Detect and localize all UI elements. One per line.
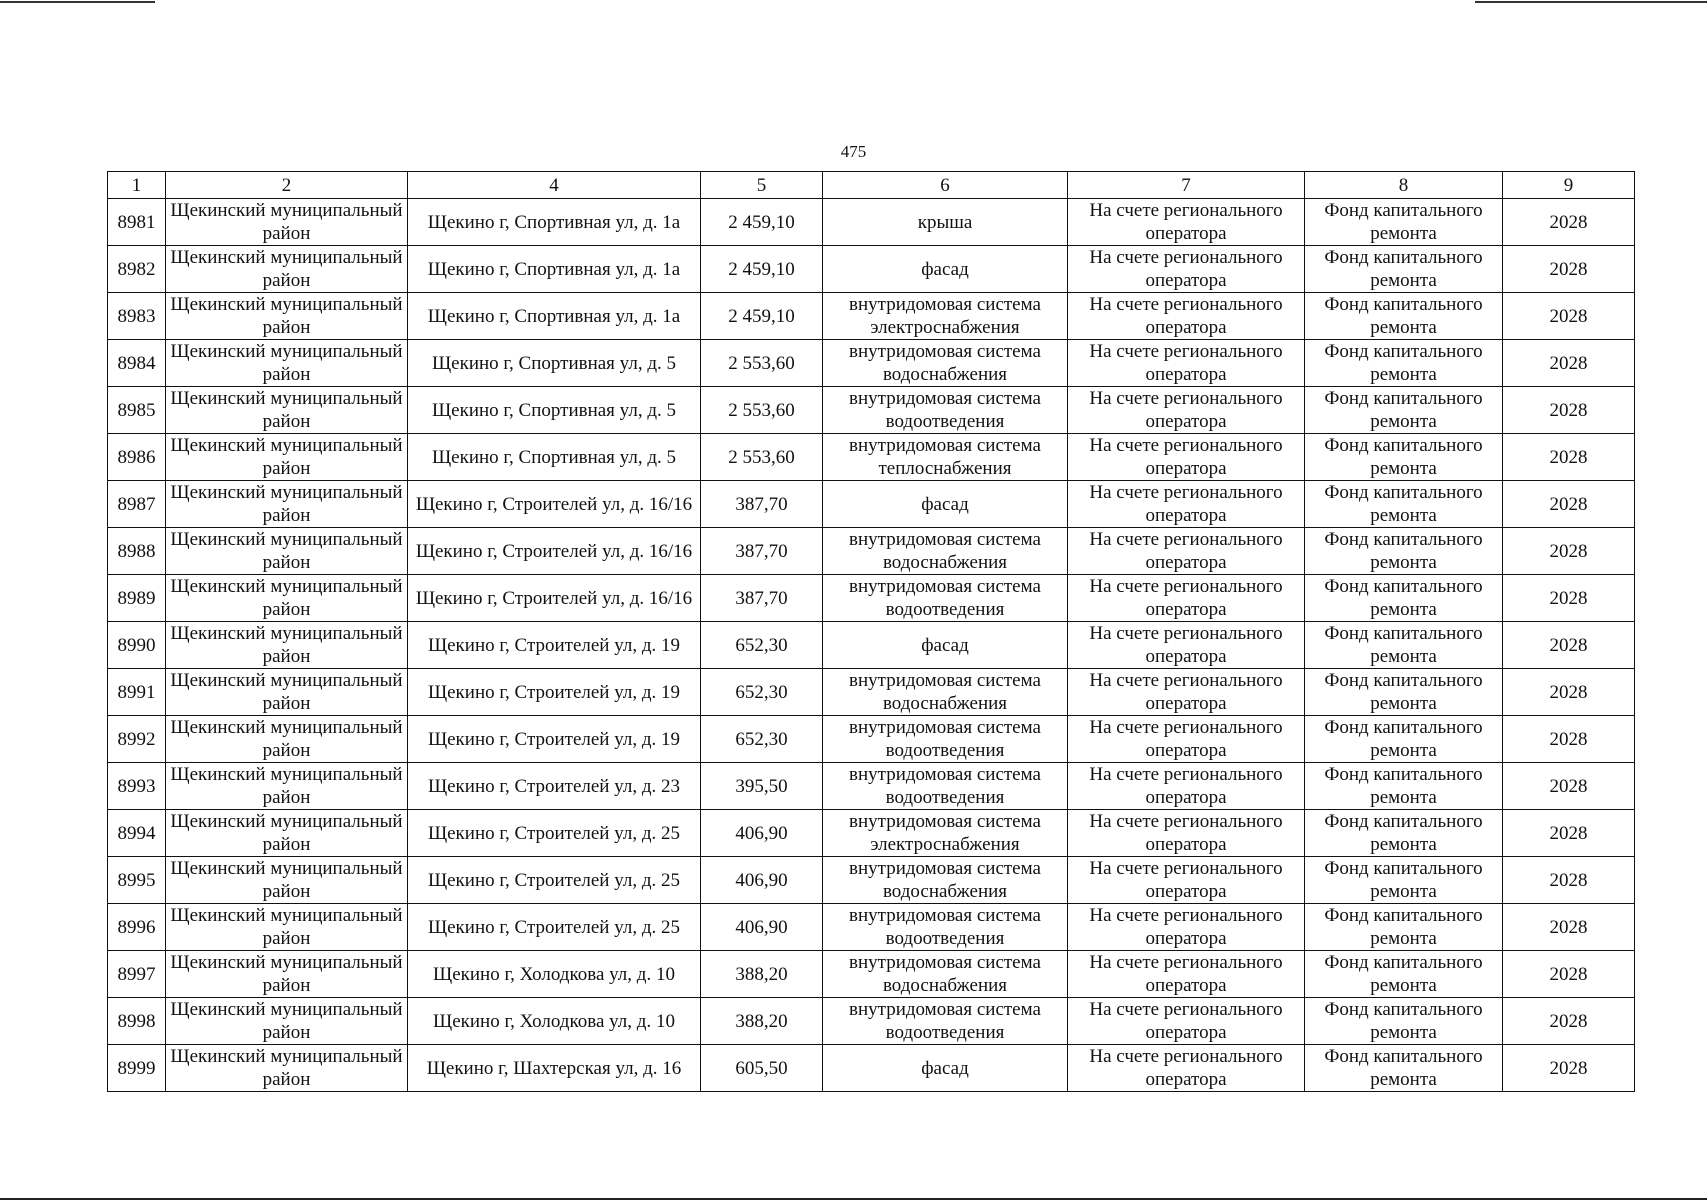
area-cell: 605,50 xyxy=(701,1045,823,1092)
header-cell: 2 xyxy=(166,172,408,199)
area-cell: 387,70 xyxy=(701,481,823,528)
account-cell: На счете регионального оператора xyxy=(1068,998,1305,1045)
year-cell: 2028 xyxy=(1503,481,1635,528)
address-cell: Щекино г, Строителей ул, д. 19 xyxy=(408,716,701,763)
work-type-cell: фасад xyxy=(823,246,1068,293)
address-cell: Щекино г, Спортивная ул, д. 5 xyxy=(408,340,701,387)
account-cell: На счете регионального оператора xyxy=(1068,1045,1305,1092)
fund-cell: Фонд капитального ремонта xyxy=(1305,293,1503,340)
account-cell: На счете регионального оператора xyxy=(1068,387,1305,434)
area-cell: 406,90 xyxy=(701,810,823,857)
work-type-cell: внутридомовая система водоснабжения xyxy=(823,340,1068,387)
table-row xyxy=(108,293,1635,340)
district-cell: Щекинский муниципальный район xyxy=(166,246,408,293)
table-row xyxy=(108,951,1635,998)
district-cell: Щекинский муниципальный район xyxy=(166,622,408,669)
account-cell: На счете регионального оператора xyxy=(1068,293,1305,340)
year-cell: 2028 xyxy=(1503,810,1635,857)
address-cell: Щекино г, Строителей ул, д. 16/16 xyxy=(408,481,701,528)
work-type-cell: внутридомовая система теплоснабжения xyxy=(823,434,1068,481)
header-cell: 7 xyxy=(1068,172,1305,199)
year-cell: 2028 xyxy=(1503,575,1635,622)
work-type-cell: крыша xyxy=(823,199,1068,246)
district-cell: Щекинский муниципальный район xyxy=(166,951,408,998)
work-type-cell: внутридомовая система водоотведения xyxy=(823,904,1068,951)
district-cell: Щекинский муниципальный район xyxy=(166,528,408,575)
table-row xyxy=(108,669,1635,716)
address-cell: Щекино г, Строителей ул, д. 16/16 xyxy=(408,575,701,622)
district-cell: Щекинский муниципальный район xyxy=(166,716,408,763)
year-cell: 2028 xyxy=(1503,434,1635,481)
area-cell: 2 553,60 xyxy=(701,434,823,481)
work-type-cell: внутридомовая система водоотведения xyxy=(823,763,1068,810)
account-cell: На счете регионального оператора xyxy=(1068,857,1305,904)
account-cell: На счете регионального оператора xyxy=(1068,575,1305,622)
row-number-cell: 8999 xyxy=(108,1045,166,1092)
address-cell: Щекино г, Строителей ул, д. 16/16 xyxy=(408,528,701,575)
account-cell: На счете регионального оператора xyxy=(1068,246,1305,293)
district-cell: Щекинский муниципальный район xyxy=(166,857,408,904)
area-cell: 395,50 xyxy=(701,763,823,810)
fund-cell: Фонд капитального ремонта xyxy=(1305,1045,1503,1092)
address-cell: Щекино г, Строителей ул, д. 23 xyxy=(408,763,701,810)
fund-cell: Фонд капитального ремонта xyxy=(1305,998,1503,1045)
account-cell: На счете регионального оператора xyxy=(1068,199,1305,246)
year-cell: 2028 xyxy=(1503,904,1635,951)
area-cell: 387,70 xyxy=(701,575,823,622)
year-cell: 2028 xyxy=(1503,998,1635,1045)
address-cell: Щекино г, Холодкова ул, д. 10 xyxy=(408,951,701,998)
table-row xyxy=(108,387,1635,434)
address-cell: Щекино г, Холодкова ул, д. 10 xyxy=(408,998,701,1045)
address-cell: Щекино г, Спортивная ул, д. 1а xyxy=(408,293,701,340)
fund-cell: Фонд капитального ремонта xyxy=(1305,951,1503,998)
address-cell: Щекино г, Строителей ул, д. 25 xyxy=(408,810,701,857)
work-type-cell: фасад xyxy=(823,481,1068,528)
table-row xyxy=(108,857,1635,904)
table-row xyxy=(108,199,1635,246)
area-cell: 652,30 xyxy=(701,669,823,716)
fund-cell: Фонд капитального ремонта xyxy=(1305,199,1503,246)
table-body xyxy=(108,199,1635,1092)
header-row xyxy=(108,172,1635,199)
row-number-cell: 8990 xyxy=(108,622,166,669)
page-number: 475 xyxy=(840,142,867,161)
account-cell: На счете регионального оператора xyxy=(1068,528,1305,575)
work-type-cell: внутридомовая система электроснабжения xyxy=(823,810,1068,857)
year-cell: 2028 xyxy=(1503,669,1635,716)
fund-cell: Фонд капитального ремонта xyxy=(1305,763,1503,810)
area-cell: 406,90 xyxy=(701,904,823,951)
table-row xyxy=(108,340,1635,387)
work-type-cell: внутридомовая система водоотведения xyxy=(823,998,1068,1045)
fund-cell: Фонд капитального ремонта xyxy=(1305,904,1503,951)
row-number-cell: 8982 xyxy=(108,246,166,293)
table-row xyxy=(108,481,1635,528)
fund-cell: Фонд капитального ремонта xyxy=(1305,387,1503,434)
row-number-cell: 8991 xyxy=(108,669,166,716)
area-cell: 2 459,10 xyxy=(701,246,823,293)
row-number-cell: 8992 xyxy=(108,716,166,763)
area-cell: 388,20 xyxy=(701,998,823,1045)
work-type-cell: внутридомовая система водоснабжения xyxy=(823,528,1068,575)
area-cell: 387,70 xyxy=(701,528,823,575)
row-number-cell: 8985 xyxy=(108,387,166,434)
fund-cell: Фонд капитального ремонта xyxy=(1305,622,1503,669)
area-cell: 652,30 xyxy=(701,622,823,669)
table-row xyxy=(108,998,1635,1045)
year-cell: 2028 xyxy=(1503,622,1635,669)
address-cell: Щекино г, Строителей ул, д. 19 xyxy=(408,622,701,669)
row-number-cell: 8993 xyxy=(108,763,166,810)
fund-cell: Фонд капитального ремонта xyxy=(1305,857,1503,904)
account-cell: На счете регионального оператора xyxy=(1068,340,1305,387)
area-cell: 2 459,10 xyxy=(701,293,823,340)
row-number-cell: 8997 xyxy=(108,951,166,998)
row-number-cell: 8995 xyxy=(108,857,166,904)
address-cell: Щекино г, Строителей ул, д. 25 xyxy=(408,904,701,951)
table-row xyxy=(108,1045,1635,1092)
account-cell: На счете регионального оператора xyxy=(1068,481,1305,528)
area-cell: 2 553,60 xyxy=(701,340,823,387)
table-row xyxy=(108,528,1635,575)
account-cell: На счете регионального оператора xyxy=(1068,716,1305,763)
account-cell: На счете регионального оператора xyxy=(1068,622,1305,669)
district-cell: Щекинский муниципальный район xyxy=(166,904,408,951)
district-cell: Щекинский муниципальный район xyxy=(166,434,408,481)
work-type-cell: внутридомовая система водоотведения xyxy=(823,575,1068,622)
work-type-cell: внутридомовая система водоснабжения xyxy=(823,669,1068,716)
area-cell: 652,30 xyxy=(701,716,823,763)
top-edge-line-left xyxy=(0,1,155,3)
row-number-cell: 8987 xyxy=(108,481,166,528)
fund-cell: Фонд капитального ремонта xyxy=(1305,575,1503,622)
year-cell: 2028 xyxy=(1503,1045,1635,1092)
table-row xyxy=(108,246,1635,293)
work-type-cell: фасад xyxy=(823,1045,1068,1092)
fund-cell: Фонд капитального ремонта xyxy=(1305,528,1503,575)
fund-cell: Фонд капитального ремонта xyxy=(1305,669,1503,716)
row-number-cell: 8994 xyxy=(108,810,166,857)
top-edge-line-right xyxy=(1475,1,1707,3)
district-cell: Щекинский муниципальный район xyxy=(166,1045,408,1092)
account-cell: На счете регионального оператора xyxy=(1068,669,1305,716)
row-number-cell: 8981 xyxy=(108,199,166,246)
header-cell: 8 xyxy=(1305,172,1503,199)
district-cell: Щекинский муниципальный район xyxy=(166,998,408,1045)
work-type-cell: внутридомовая система водоснабжения xyxy=(823,951,1068,998)
year-cell: 2028 xyxy=(1503,387,1635,434)
year-cell: 2028 xyxy=(1503,246,1635,293)
address-cell: Щекино г, Спортивная ул, д. 5 xyxy=(408,387,701,434)
year-cell: 2028 xyxy=(1503,763,1635,810)
table-row xyxy=(108,810,1635,857)
table-row xyxy=(108,763,1635,810)
account-cell: На счете регионального оператора xyxy=(1068,951,1305,998)
district-cell: Щекинский муниципальный район xyxy=(166,199,408,246)
district-cell: Щекинский муниципальный район xyxy=(166,293,408,340)
work-type-cell: внутридомовая система электроснабжения xyxy=(823,293,1068,340)
work-type-cell: фасад xyxy=(823,622,1068,669)
table-row xyxy=(108,575,1635,622)
table-row xyxy=(108,904,1635,951)
fund-cell: Фонд капитального ремонта xyxy=(1305,434,1503,481)
year-cell: 2028 xyxy=(1503,528,1635,575)
district-cell: Щекинский муниципальный район xyxy=(166,575,408,622)
account-cell: На счете регионального оператора xyxy=(1068,763,1305,810)
address-cell: Щекино г, Спортивная ул, д. 5 xyxy=(408,434,701,481)
address-cell: Щекино г, Строителей ул, д. 19 xyxy=(408,669,701,716)
year-cell: 2028 xyxy=(1503,716,1635,763)
fund-cell: Фонд капитального ремонта xyxy=(1305,246,1503,293)
fund-cell: Фонд капитального ремонта xyxy=(1305,716,1503,763)
district-cell: Щекинский муниципальный район xyxy=(166,387,408,434)
table-row xyxy=(108,434,1635,481)
district-cell: Щекинский муниципальный район xyxy=(166,669,408,716)
year-cell: 2028 xyxy=(1503,293,1635,340)
header-cell: 5 xyxy=(701,172,823,199)
area-cell: 2 459,10 xyxy=(701,199,823,246)
header-cell: 4 xyxy=(408,172,701,199)
table-row xyxy=(108,622,1635,669)
district-cell: Щекинский муниципальный район xyxy=(166,810,408,857)
row-number-cell: 8986 xyxy=(108,434,166,481)
row-number-cell: 8998 xyxy=(108,998,166,1045)
address-cell: Щекино г, Строителей ул, д. 25 xyxy=(408,857,701,904)
row-number-cell: 8996 xyxy=(108,904,166,951)
header-cell: 1 xyxy=(108,172,166,199)
fund-cell: Фонд капитального ремонта xyxy=(1305,340,1503,387)
work-type-cell: внутридомовая система водоотведения xyxy=(823,716,1068,763)
district-cell: Щекинский муниципальный район xyxy=(166,763,408,810)
row-number-cell: 8983 xyxy=(108,293,166,340)
header-cell: 9 xyxy=(1503,172,1635,199)
work-type-cell: внутридомовая система водоснабжения xyxy=(823,857,1068,904)
table-row xyxy=(108,716,1635,763)
address-cell: Щекино г, Спортивная ул, д. 1а xyxy=(408,246,701,293)
header-cell: 6 xyxy=(823,172,1068,199)
year-cell: 2028 xyxy=(1503,199,1635,246)
account-cell: На счете регионального оператора xyxy=(1068,810,1305,857)
area-cell: 406,90 xyxy=(701,857,823,904)
fund-cell: Фонд капитального ремонта xyxy=(1305,481,1503,528)
area-cell: 2 553,60 xyxy=(701,387,823,434)
district-cell: Щекинский муниципальный район xyxy=(166,340,408,387)
address-cell: Щекино г, Шахтерская ул, д. 16 xyxy=(408,1045,701,1092)
work-type-cell: внутридомовая система водоотведения xyxy=(823,387,1068,434)
address-cell: Щекино г, Спортивная ул, д. 1а xyxy=(408,199,701,246)
row-number-cell: 8984 xyxy=(108,340,166,387)
area-cell: 388,20 xyxy=(701,951,823,998)
year-cell: 2028 xyxy=(1503,340,1635,387)
account-cell: На счете регионального оператора xyxy=(1068,434,1305,481)
fund-cell: Фонд капитального ремонта xyxy=(1305,810,1503,857)
year-cell: 2028 xyxy=(1503,857,1635,904)
row-number-cell: 8988 xyxy=(108,528,166,575)
district-cell: Щекинский муниципальный район xyxy=(166,481,408,528)
row-number-cell: 8989 xyxy=(108,575,166,622)
year-cell: 2028 xyxy=(1503,951,1635,998)
account-cell: На счете регионального оператора xyxy=(1068,904,1305,951)
register-table xyxy=(107,171,1635,1092)
